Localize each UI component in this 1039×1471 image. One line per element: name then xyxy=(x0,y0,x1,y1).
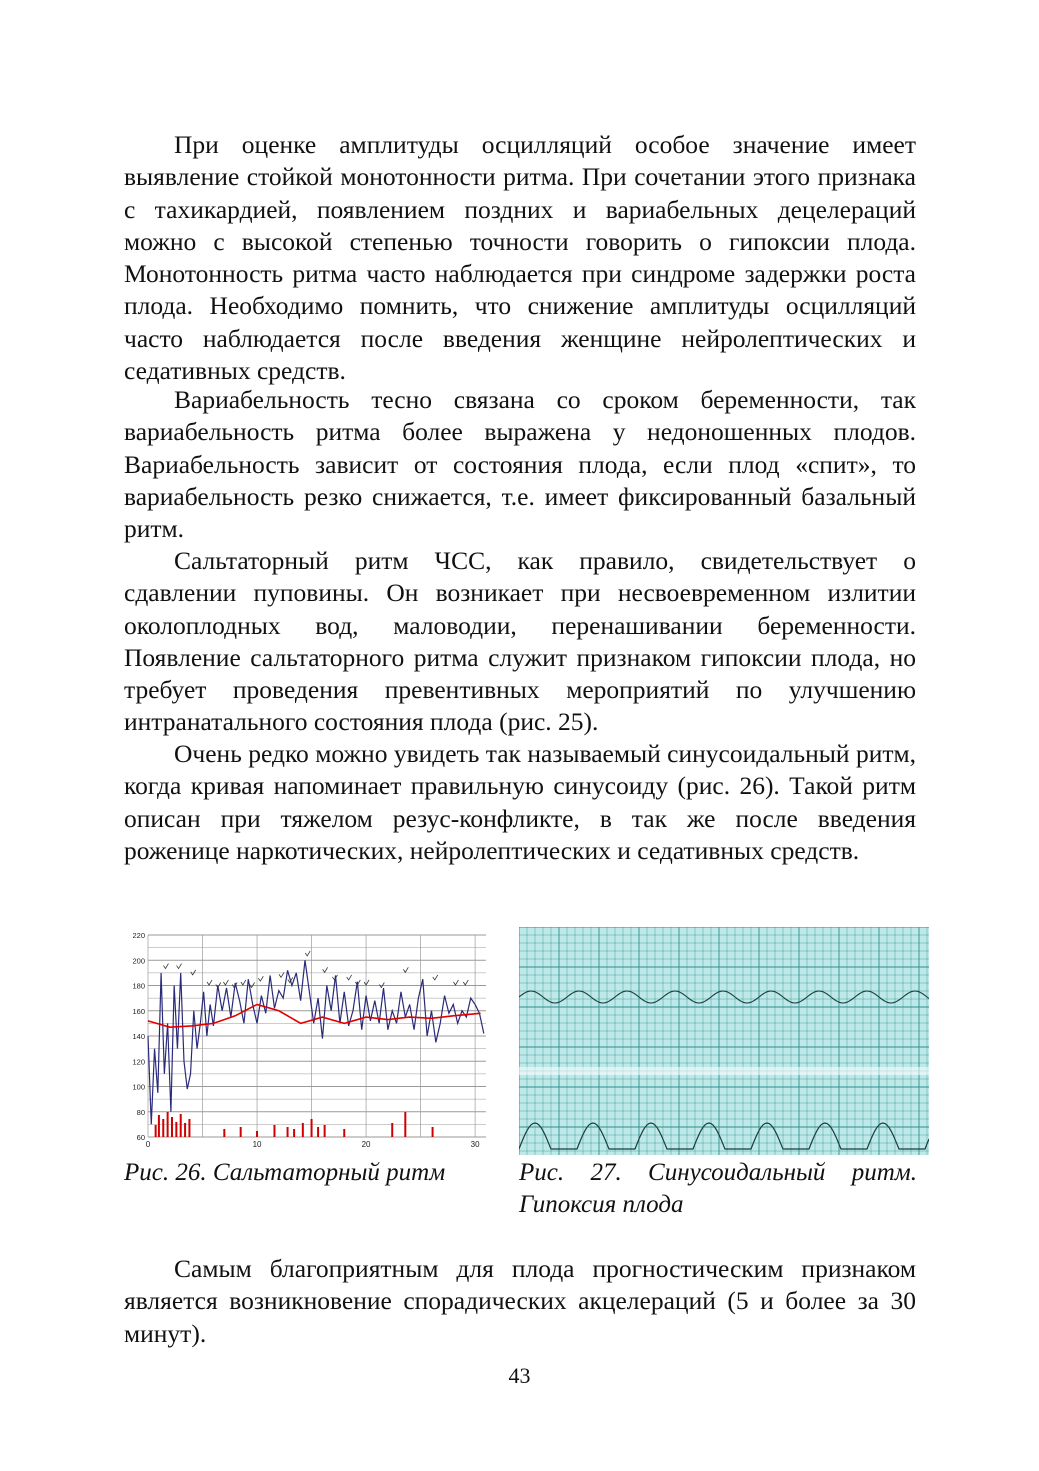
paragraph-4: Очень редко можно увидеть так называемый синусоидальный ритм, когда кривая напоминает правильную синусоиду (рис. 26). Такой ритм описан при тяжелом резус-конфликте, в так же после введения роженице наркотических, нейролептических и седативных средств. xyxy=(124,739,916,865)
figure-27-sinusoidal-ctg xyxy=(519,927,929,1155)
contraction-bar xyxy=(343,1129,345,1137)
contraction-bar xyxy=(240,1127,242,1137)
y-tick-label: 100 xyxy=(132,1082,145,1092)
peak-checkmark xyxy=(177,964,182,969)
figure-26-caption: Рис. 26. Сальтаторный ритм xyxy=(124,1159,446,1186)
peak-checkmark xyxy=(323,967,328,972)
contraction-bar xyxy=(256,1131,258,1137)
figure-27-caption: Рис. 27. Синусоидальный ритм. Гипоксия плода xyxy=(519,1159,917,1218)
ctg-paper xyxy=(519,927,929,1155)
paragraph-3: Сальтаторный ритм ЧСС, как правило, свидетельствует о сдавлении пуповины. Он возникает при несвоевременном излитии околоплодных вод, маловодии, перенашивании беременности. Появление сальтаторного ритма служит признаком гипоксии плода, но требует проведения превентивных мероприятий по улучшению интранатального состояния плода (рис. 25). xyxy=(124,546,916,737)
fhr-series-line xyxy=(148,960,484,1124)
x-tick-label: 30 xyxy=(470,1140,480,1149)
x-tick-label: 20 xyxy=(361,1140,371,1149)
y-tick-label: 60 xyxy=(136,1133,145,1142)
peak-checkmark xyxy=(433,975,438,980)
y-tick-label: 200 xyxy=(132,956,145,966)
peak-checkmark xyxy=(258,976,263,981)
y-tick-label: 180 xyxy=(132,981,145,991)
contraction-bar xyxy=(293,1129,295,1137)
strip-divider xyxy=(519,1067,929,1075)
contraction-bar xyxy=(167,1112,169,1137)
contraction-bar xyxy=(223,1129,225,1137)
contraction-bar xyxy=(155,1125,157,1137)
peak-checkmark xyxy=(163,964,168,969)
contraction-bar xyxy=(287,1127,289,1137)
contraction-bar xyxy=(317,1127,319,1137)
peak-checkmark xyxy=(279,972,284,977)
paragraph-5: Самым благоприятным для плода прогностическим признаком является возникновение спорадических акцелераций (5 и более за 30 минут). xyxy=(124,1254,916,1348)
contraction-bar xyxy=(180,1114,182,1137)
contraction-bar xyxy=(311,1119,313,1137)
peak-checkmark xyxy=(305,951,310,956)
x-tick-label: 10 xyxy=(252,1140,262,1149)
x-tick-label: 0 xyxy=(145,1140,151,1149)
peak-checkmark xyxy=(216,983,221,988)
paragraph-2: Вариабельность тесно связана со сроком беременности, так вариабельность ритма более выражена у недоношенных плодов. Вариабельность зависит от состояния плода, если плод «спит», то вариабельность резко снижается, т.е. имеет фиксированный базальный ритм. xyxy=(124,385,916,544)
figure-26-saltatory-chart xyxy=(124,927,496,1155)
peak-checkmark xyxy=(347,975,352,980)
contraction-bar xyxy=(404,1112,406,1137)
contraction-bar xyxy=(391,1123,393,1137)
peak-checkmark xyxy=(403,967,408,972)
contraction-bar xyxy=(188,1119,190,1137)
page-number: 43 xyxy=(508,1363,531,1388)
contraction-bar xyxy=(184,1123,186,1137)
peak-checkmark xyxy=(191,970,196,975)
peak-checkmark xyxy=(223,980,228,985)
peak-checkmark xyxy=(207,980,212,985)
contraction-bar xyxy=(432,1127,434,1137)
peak-checkmark xyxy=(250,983,255,988)
y-tick-label: 140 xyxy=(132,1032,145,1041)
contraction-bar xyxy=(324,1125,326,1137)
contraction-bar xyxy=(175,1122,177,1137)
contraction-bar xyxy=(162,1119,164,1137)
contraction-bar xyxy=(171,1117,173,1137)
peak-checkmark xyxy=(453,980,458,985)
y-tick-label: 220 xyxy=(132,931,145,940)
y-tick-label: 120 xyxy=(132,1057,145,1067)
paragraph-1: При оценке амплитуды осцилляций особое значение имеет выявление стойкой монотонности ритма. При сочетании этого признака с тахикардией, появлением поздних и вариабельных децeлераций можно с высокой степенью точности говорить о гипоксии плода. Монотонность ритма часто наблюдается при синдроме задержки роста плода. Необходимо помнить, что снижение амплитуды осцилляций часто наблюдается после введения женщине нейролептических и седативных средств. xyxy=(124,130,916,386)
y-tick-label: 160 xyxy=(132,1006,145,1016)
peak-checkmark xyxy=(364,980,369,985)
y-tick-label: 80 xyxy=(136,1107,145,1117)
contraction-bar xyxy=(302,1123,304,1137)
peak-checkmark xyxy=(463,980,468,985)
contraction-bar xyxy=(158,1115,160,1137)
peak-checkmark xyxy=(241,980,246,985)
peak-checkmark xyxy=(379,983,384,988)
contraction-bar xyxy=(273,1125,275,1137)
